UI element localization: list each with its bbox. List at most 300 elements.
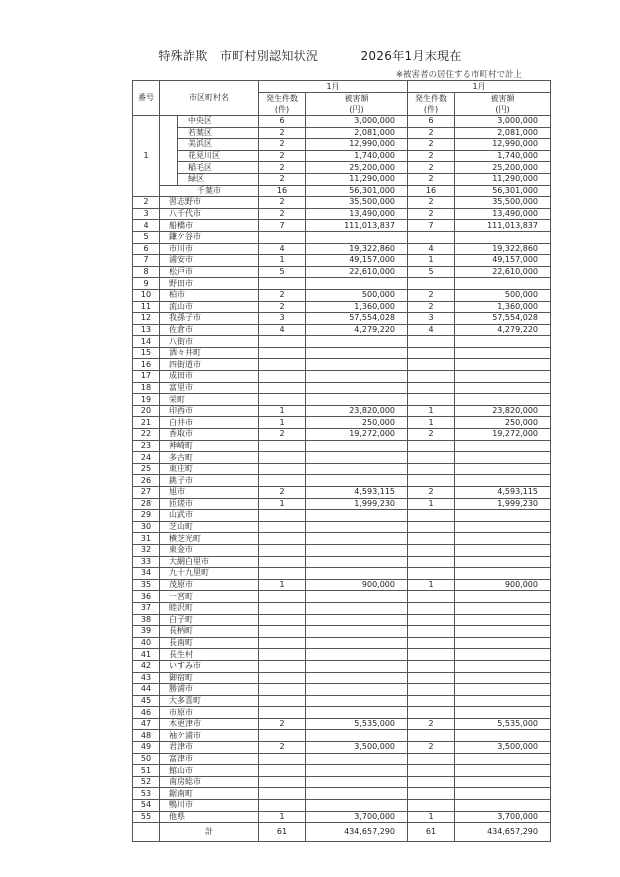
amount-a	[306, 660, 408, 672]
count-b	[408, 695, 455, 707]
page-title	[0, 47, 620, 64]
count-b: 4	[408, 243, 455, 255]
row-number: 14	[133, 336, 160, 348]
amount-a: 49,157,000	[306, 255, 408, 267]
amount-b	[455, 788, 551, 800]
count-a: 2	[259, 487, 306, 499]
row-number: 30	[133, 521, 160, 533]
count-b: 7	[408, 220, 455, 232]
count-a: 1	[259, 417, 306, 429]
table-row	[133, 765, 551, 777]
municipality-name: 君津市	[160, 742, 259, 754]
amount-a: 2,081,000	[306, 127, 408, 139]
city-name: 千葉市	[160, 185, 259, 197]
amount-a	[306, 614, 408, 626]
table-row	[133, 718, 551, 730]
amount-b: 56,301,000	[455, 185, 551, 197]
municipality-name: 横芝光町	[160, 533, 259, 545]
count-b: 2	[408, 718, 455, 730]
amount-a: 500,000	[306, 289, 408, 301]
table-row-ward	[133, 127, 551, 139]
table-row	[133, 568, 551, 580]
municipality-name: 勝浦市	[160, 684, 259, 696]
note-text: ※被害者の居住する市町村で計上	[395, 70, 522, 80]
count-b: 2	[408, 139, 455, 151]
count-a: 2	[259, 173, 306, 185]
fraud-stats-table	[132, 80, 551, 842]
count-b	[408, 231, 455, 243]
amount-a: 111,013,837	[306, 220, 408, 232]
row-number: 25	[133, 463, 160, 475]
amount-b	[455, 394, 551, 406]
municipality-name: 流山市	[160, 301, 259, 313]
table-row	[133, 429, 551, 441]
ward-name: 中央区	[178, 116, 259, 128]
count-a	[259, 602, 306, 614]
count-b: 2	[408, 150, 455, 162]
amount-b: 23,820,000	[455, 405, 551, 417]
count-b	[408, 672, 455, 684]
municipality-name: 八千代市	[160, 208, 259, 220]
amount-a: 5,535,000	[306, 718, 408, 730]
amount-b: 11,290,000	[455, 173, 551, 185]
municipality-name: 印西市	[160, 405, 259, 417]
count-b: 6	[408, 116, 455, 128]
municipality-name: 銚子市	[160, 475, 259, 487]
row-number: 1	[133, 116, 160, 197]
amount-b: 900,000	[455, 579, 551, 591]
municipality-name: 九十九里町	[160, 568, 259, 580]
table-row	[133, 544, 551, 556]
amount-a	[306, 684, 408, 696]
amount-a	[306, 544, 408, 556]
row-number: 55	[133, 811, 160, 823]
count-a: 1	[259, 811, 306, 823]
count-b: 1	[408, 811, 455, 823]
count-a: 2	[259, 289, 306, 301]
amount-b	[455, 730, 551, 742]
municipality-name: 富里市	[160, 382, 259, 394]
amount-a	[306, 556, 408, 568]
row-number: 50	[133, 753, 160, 765]
row-number: 2	[133, 197, 160, 209]
table-row-ward	[133, 173, 551, 185]
amount-a	[306, 510, 408, 522]
count-b	[408, 707, 455, 719]
amount-b	[455, 776, 551, 788]
ward-name: 花見川区	[178, 150, 259, 162]
table-row	[133, 382, 551, 394]
ward-name: 美浜区	[178, 139, 259, 151]
amount-a: 900,000	[306, 579, 408, 591]
amount-b	[455, 544, 551, 556]
municipality-name: 白子町	[160, 614, 259, 626]
table-row	[133, 521, 551, 533]
header-month-a: 1月	[259, 81, 408, 93]
count-a	[259, 475, 306, 487]
municipality-name: 袖ケ浦市	[160, 730, 259, 742]
amount-a: 35,500,000	[306, 197, 408, 209]
count-b	[408, 626, 455, 638]
amount-a	[306, 394, 408, 406]
amount-a	[306, 591, 408, 603]
amount-a	[306, 626, 408, 638]
municipality-name: 鋸南町	[160, 788, 259, 800]
count-a: 2	[259, 197, 306, 209]
row-number: 34	[133, 568, 160, 580]
municipality-name: 睦沢町	[160, 602, 259, 614]
amount-a	[306, 278, 408, 290]
table-row	[133, 660, 551, 672]
amount-a	[306, 800, 408, 812]
table-row	[133, 197, 551, 209]
municipality-name: 白井市	[160, 417, 259, 429]
header-count-a: 発生件数	[259, 93, 306, 105]
table-row	[133, 278, 551, 290]
amount-b	[455, 800, 551, 812]
count-a	[259, 359, 306, 371]
amount-b: 3,500,000	[455, 742, 551, 754]
municipality-name: 富津市	[160, 753, 259, 765]
row-number: 48	[133, 730, 160, 742]
table-row	[133, 800, 551, 812]
count-b	[408, 556, 455, 568]
header-count-b: 発生件数	[408, 93, 455, 105]
count-b	[408, 614, 455, 626]
count-b: 2	[408, 173, 455, 185]
header-amount-unit-b: (円)	[455, 104, 551, 116]
municipality-name: 山武市	[160, 510, 259, 522]
amount-b	[455, 684, 551, 696]
row-number: 45	[133, 695, 160, 707]
row-number: 38	[133, 614, 160, 626]
count-b	[408, 649, 455, 661]
table-row	[133, 811, 551, 823]
count-b	[408, 568, 455, 580]
municipality-name: 栄町	[160, 394, 259, 406]
row-number: 15	[133, 347, 160, 359]
count-a: 2	[259, 718, 306, 730]
amount-b	[455, 591, 551, 603]
table-row	[133, 336, 551, 348]
count-a	[259, 684, 306, 696]
count-a	[259, 533, 306, 545]
row-number: 31	[133, 533, 160, 545]
row-number: 40	[133, 637, 160, 649]
table-row-total	[133, 823, 551, 842]
table-row	[133, 753, 551, 765]
table-row	[133, 579, 551, 591]
table-row	[133, 788, 551, 800]
count-b	[408, 591, 455, 603]
municipality-name: 鎌ケ谷市	[160, 231, 259, 243]
amount-a	[306, 568, 408, 580]
row-number: 43	[133, 672, 160, 684]
municipality-name: 館山市	[160, 765, 259, 777]
count-b	[408, 382, 455, 394]
row-number: 12	[133, 313, 160, 325]
count-b	[408, 533, 455, 545]
count-a	[259, 707, 306, 719]
amount-a: 19,322,860	[306, 243, 408, 255]
count-a: 1	[259, 255, 306, 267]
count-a	[259, 765, 306, 777]
header-count-unit-a: (件)	[259, 104, 306, 116]
count-b: 1	[408, 417, 455, 429]
count-b	[408, 684, 455, 696]
municipality-name: 野田市	[160, 278, 259, 290]
count-b	[408, 602, 455, 614]
row-number: 41	[133, 649, 160, 661]
table-row	[133, 243, 551, 255]
amount-a: 12,990,000	[306, 139, 408, 151]
count-a	[259, 788, 306, 800]
table-row-chiba-city	[133, 185, 551, 197]
table-row	[133, 614, 551, 626]
municipality-name: 成田市	[160, 371, 259, 383]
count-b: 2	[408, 742, 455, 754]
municipality-name: 東金市	[160, 544, 259, 556]
amount-a: 4,279,220	[306, 324, 408, 336]
amount-a: 11,290,000	[306, 173, 408, 185]
amount-a: 3,000,000	[306, 116, 408, 128]
amount-b: 13,490,000	[455, 208, 551, 220]
count-b	[408, 637, 455, 649]
count-a: 4	[259, 324, 306, 336]
row-number: 47	[133, 718, 160, 730]
count-a: 16	[259, 185, 306, 197]
count-a	[259, 614, 306, 626]
count-b	[408, 394, 455, 406]
table-row	[133, 463, 551, 475]
count-b: 1	[408, 579, 455, 591]
table-row-ward	[133, 150, 551, 162]
count-a: 2	[259, 301, 306, 313]
amount-a: 56,301,000	[306, 185, 408, 197]
amount-b	[455, 440, 551, 452]
amount-a	[306, 765, 408, 777]
table-row	[133, 707, 551, 719]
row-number: 23	[133, 440, 160, 452]
amount-a	[306, 695, 408, 707]
municipality-name: 大網白里市	[160, 556, 259, 568]
table-row-ward	[133, 116, 551, 128]
amount-a	[306, 440, 408, 452]
count-a	[259, 591, 306, 603]
count-a	[259, 452, 306, 464]
amount-a: 1,360,000	[306, 301, 408, 313]
amount-a: 1,740,000	[306, 150, 408, 162]
row-number: 27	[133, 487, 160, 499]
row-number: 18	[133, 382, 160, 394]
count-a: 7	[259, 220, 306, 232]
municipality-name: 習志野市	[160, 197, 259, 209]
municipality-name: 神崎町	[160, 440, 259, 452]
table-row	[133, 556, 551, 568]
count-a	[259, 660, 306, 672]
count-a: 1	[259, 579, 306, 591]
count-b: 16	[408, 185, 455, 197]
municipality-name: 浦安市	[160, 255, 259, 267]
table-row	[133, 231, 551, 243]
amount-a	[306, 371, 408, 383]
count-a	[259, 695, 306, 707]
row-number: 10	[133, 289, 160, 301]
amount-b: 4,279,220	[455, 324, 551, 336]
count-a	[259, 463, 306, 475]
total-count-a: 61	[259, 823, 306, 842]
count-b	[408, 359, 455, 371]
amount-a: 23,820,000	[306, 405, 408, 417]
row-number: 9	[133, 278, 160, 290]
ward-indent	[160, 116, 178, 186]
amount-b	[455, 521, 551, 533]
amount-a	[306, 452, 408, 464]
count-a: 2	[259, 208, 306, 220]
amount-b: 19,272,000	[455, 429, 551, 441]
row-number: 54	[133, 800, 160, 812]
amount-b	[455, 382, 551, 394]
title-text: 特殊詐欺 市町村別認知状況	[158, 49, 319, 63]
amount-a: 13,490,000	[306, 208, 408, 220]
count-a: 5	[259, 266, 306, 278]
row-number: 5	[133, 231, 160, 243]
municipality-name: 南房総市	[160, 776, 259, 788]
row-number: 39	[133, 626, 160, 638]
table-row	[133, 742, 551, 754]
amount-a	[306, 533, 408, 545]
table-row	[133, 649, 551, 661]
row-number: 19	[133, 394, 160, 406]
count-b	[408, 463, 455, 475]
count-b: 2	[408, 301, 455, 313]
header-month-b: 1月	[408, 81, 551, 93]
municipality-name: 八街市	[160, 336, 259, 348]
header-amount-b: 被害額	[455, 93, 551, 105]
count-a	[259, 371, 306, 383]
table-row	[133, 301, 551, 313]
count-a	[259, 278, 306, 290]
amount-b: 5,535,000	[455, 718, 551, 730]
ward-name: 緑区	[178, 173, 259, 185]
municipality-name: 松戸市	[160, 266, 259, 278]
row-number: 49	[133, 742, 160, 754]
amount-a	[306, 730, 408, 742]
amount-a	[306, 347, 408, 359]
amount-b: 22,610,000	[455, 266, 551, 278]
count-a	[259, 510, 306, 522]
count-b: 2	[408, 197, 455, 209]
table-row	[133, 510, 551, 522]
amount-b	[455, 278, 551, 290]
header-amount-unit-a: (円)	[306, 104, 408, 116]
amount-b: 35,500,000	[455, 197, 551, 209]
amount-a: 4,593,115	[306, 487, 408, 499]
count-a	[259, 649, 306, 661]
amount-b: 111,013,837	[455, 220, 551, 232]
row-number: 22	[133, 429, 160, 441]
amount-b	[455, 475, 551, 487]
municipality-name: 木更津市	[160, 718, 259, 730]
municipality-name: 酒々井町	[160, 347, 259, 359]
table-row	[133, 637, 551, 649]
amount-b	[455, 556, 551, 568]
amount-b: 3,000,000	[455, 116, 551, 128]
row-number: 24	[133, 452, 160, 464]
row-number: 33	[133, 556, 160, 568]
amount-a	[306, 336, 408, 348]
count-b: 2	[408, 289, 455, 301]
count-a	[259, 626, 306, 638]
municipality-name: 一宮町	[160, 591, 259, 603]
count-a	[259, 568, 306, 580]
amount-b	[455, 707, 551, 719]
municipality-name: 長南町	[160, 637, 259, 649]
amount-b: 250,000	[455, 417, 551, 429]
total-blank	[133, 823, 160, 842]
amount-b	[455, 510, 551, 522]
municipality-name: 芝山町	[160, 521, 259, 533]
table-row	[133, 475, 551, 487]
amount-b	[455, 371, 551, 383]
row-number: 26	[133, 475, 160, 487]
amount-a: 19,272,000	[306, 429, 408, 441]
amount-b	[455, 231, 551, 243]
count-a	[259, 382, 306, 394]
table-row	[133, 371, 551, 383]
count-b	[408, 730, 455, 742]
header-count-unit-b: (件)	[408, 104, 455, 116]
amount-b	[455, 568, 551, 580]
count-a	[259, 776, 306, 788]
row-number: 13	[133, 324, 160, 336]
table-row	[133, 684, 551, 696]
row-number: 35	[133, 579, 160, 591]
municipality-name: 大多喜町	[160, 695, 259, 707]
count-a	[259, 394, 306, 406]
count-b	[408, 371, 455, 383]
amount-b: 1,999,230	[455, 498, 551, 510]
amount-a	[306, 382, 408, 394]
count-a	[259, 440, 306, 452]
municipality-name: 御宿町	[160, 672, 259, 684]
count-b	[408, 776, 455, 788]
table-row	[133, 776, 551, 788]
municipality-name: 茂原市	[160, 579, 259, 591]
count-a: 3	[259, 313, 306, 325]
count-b	[408, 347, 455, 359]
count-a	[259, 231, 306, 243]
municipality-name: 市川市	[160, 243, 259, 255]
table-row	[133, 220, 551, 232]
amount-b	[455, 614, 551, 626]
count-b	[408, 440, 455, 452]
count-a: 1	[259, 498, 306, 510]
municipality-name: 四街道市	[160, 359, 259, 371]
row-number: 52	[133, 776, 160, 788]
amount-a	[306, 753, 408, 765]
table-row-ward	[133, 139, 551, 151]
table-row	[133, 440, 551, 452]
amount-b: 57,554,028	[455, 313, 551, 325]
count-a: 4	[259, 243, 306, 255]
amount-a	[306, 521, 408, 533]
municipality-name: 旭市	[160, 487, 259, 499]
row-number: 6	[133, 243, 160, 255]
total-label: 計	[160, 823, 259, 842]
municipality-name: 鴨川市	[160, 800, 259, 812]
row-number: 32	[133, 544, 160, 556]
